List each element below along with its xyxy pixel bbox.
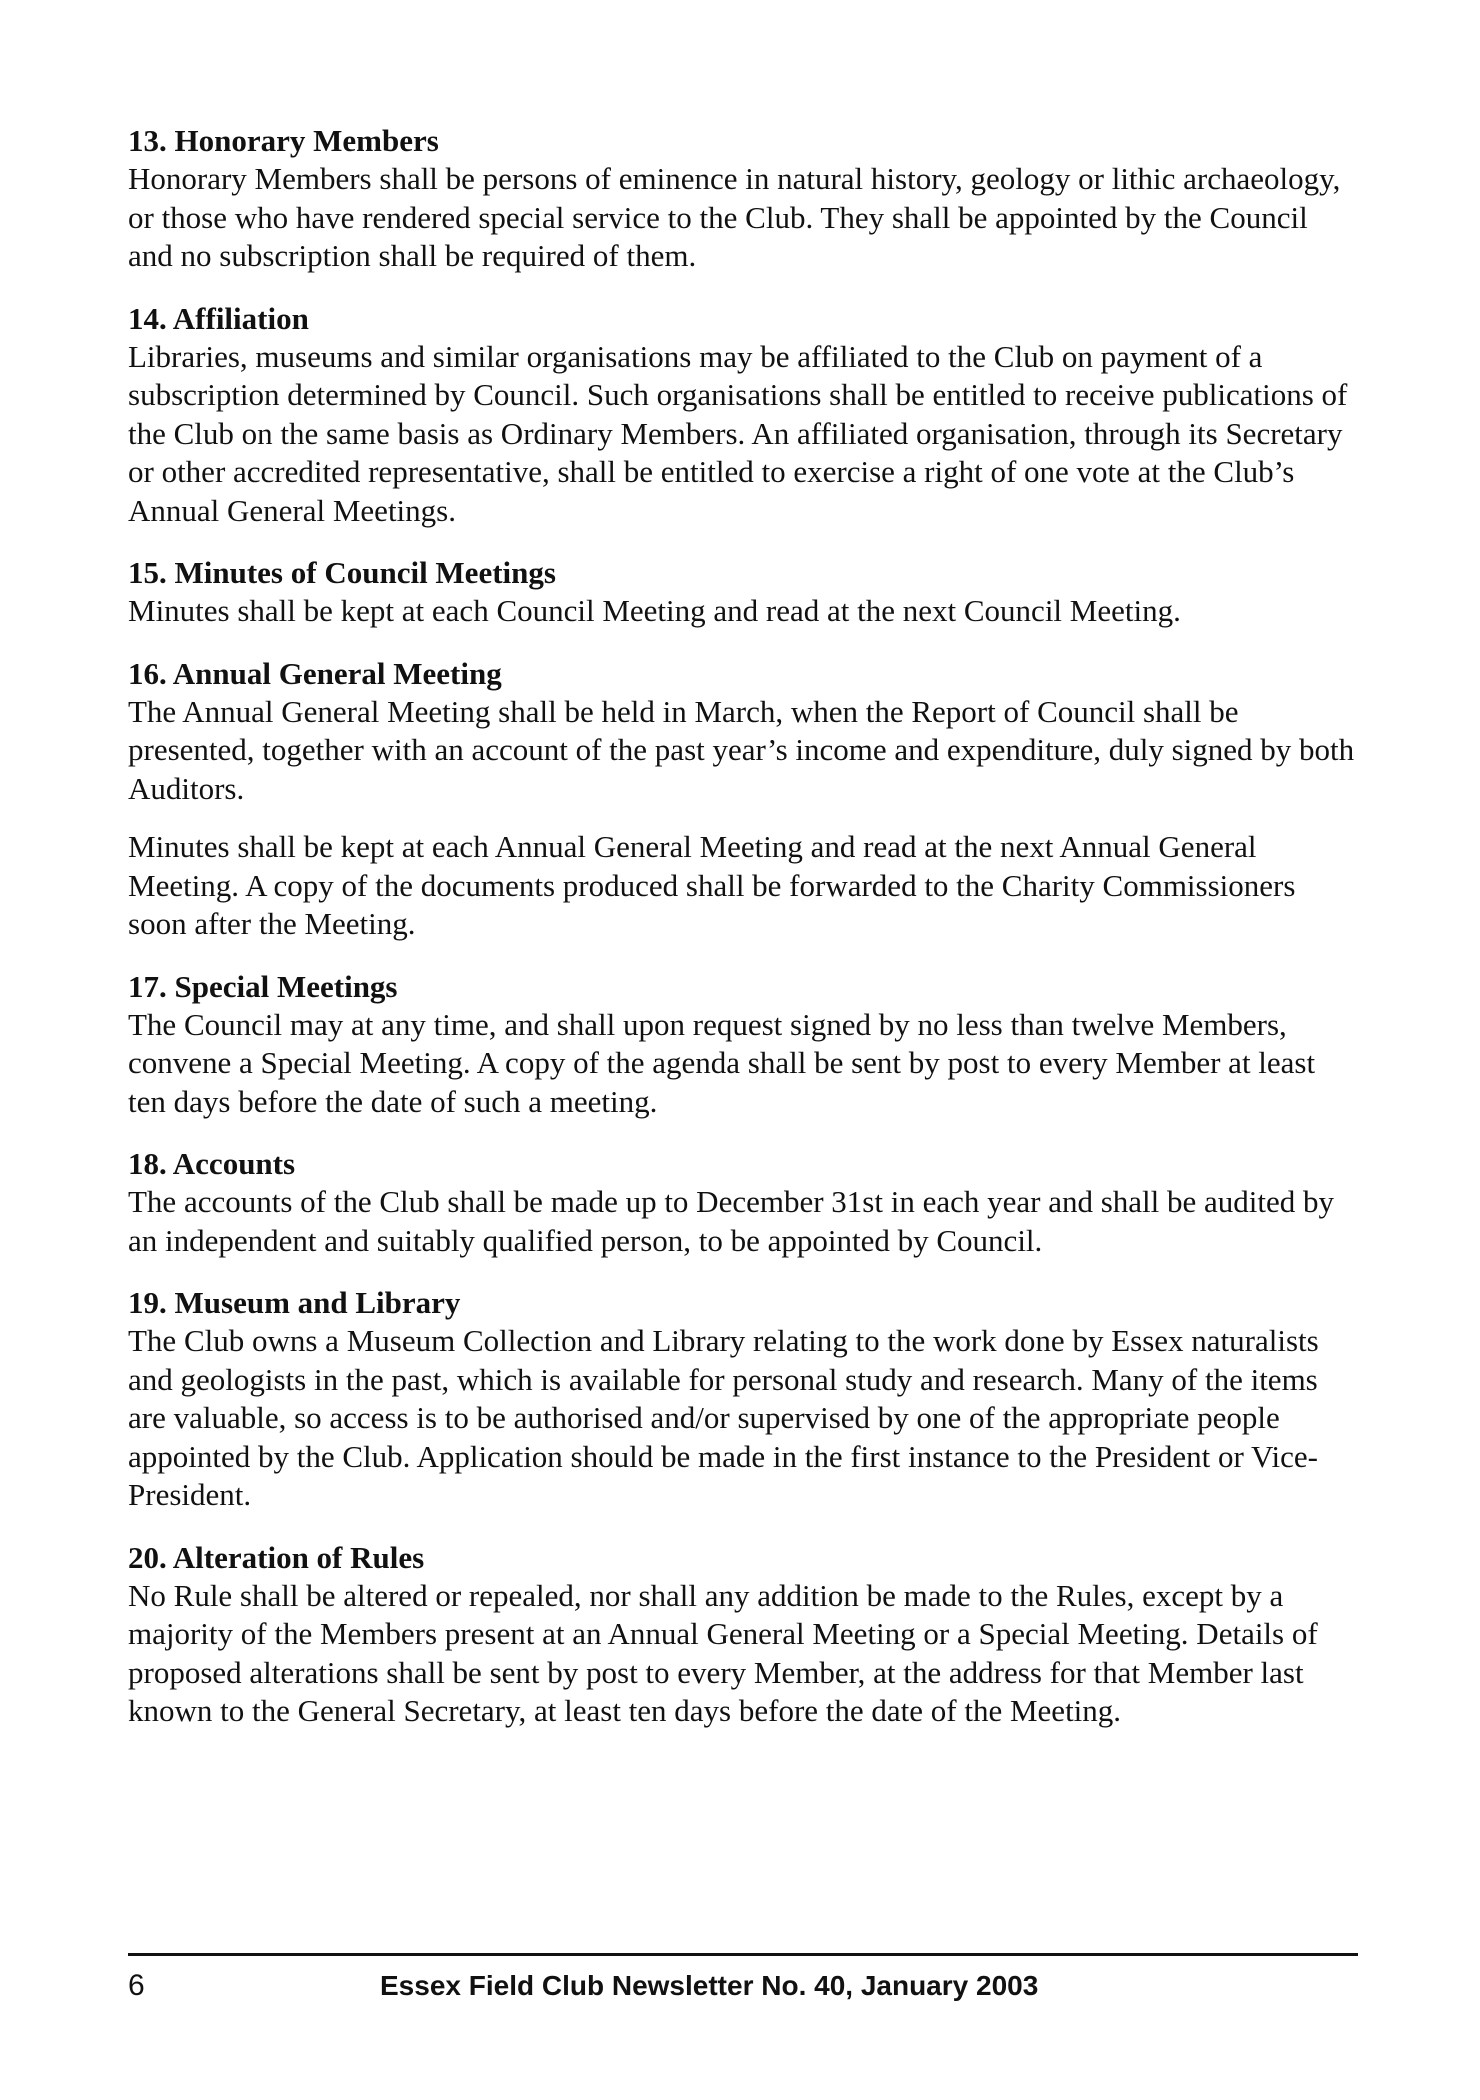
section-paragraph: Honorary Members shall be persons of eminence in natural history, geology or lithic archaeology, or those who have rendered special service to the Club. They shall be appointed by the Council and no subscription shall be required of them. xyxy=(128,161,1341,273)
section-special-meetings xyxy=(128,968,1358,1122)
section-accounts xyxy=(128,1145,1358,1260)
section-paragraph: Libraries, museums and similar organisations may be affiliated to the Club on payment of a subscription determined by Council. Such organisations shall be entitled to receive publications of the Club on the same basis as Ordinary Members. An affiliated organisation, through its Secretary or other accredited representative, shall be entitled to exercise a right of one vote at the Club’s Annual General Meetings. xyxy=(128,338,1348,528)
section-honorary-members xyxy=(128,122,1358,276)
section-heading: 18. Accounts xyxy=(128,1146,296,1181)
section-heading: 20. Alteration of Rules xyxy=(128,1539,425,1575)
section-museum-library xyxy=(128,1284,1358,1515)
section-paragraph: The Club owns a Museum Collection and Library relating to the work done by Essex naturalists and geologists in the past, which is available for personal study and research. Many of the items are valuable, so access is to be authorised and/or supervised by one of the appropriate people appointed by the Club. Application should be made in the first instance to the President or Vice-President. xyxy=(128,1323,1319,1512)
section-heading: 13. Honorary Members xyxy=(128,123,439,158)
section-minutes-council xyxy=(128,554,1358,631)
section-heading: 15. Minutes of Council Meetings xyxy=(128,555,556,590)
section-heading: 14. Affiliation xyxy=(128,300,309,336)
publication-title: Essex Field Club Newsletter No. 40, January 2003 xyxy=(380,1970,1039,2001)
section-paragraph: No Rule shall be altered or repealed, nor shall any addition be made to the Rules, except by a majority of the Members present at an Annual General Meeting or a Special Meeting. Details of proposed alterations shall be sent by post to every Member, at the address for that Member last known to the General Secretary, at least ten days before the date of the Meeting. xyxy=(128,1577,1318,1728)
section-paragraph: The accounts of the Club shall be made up to December 31st in each year and shall be audited by an independent and suitably qualified person, to be appointed by Council. xyxy=(128,1184,1335,1258)
section-affiliation xyxy=(128,300,1358,531)
page-footer xyxy=(128,1953,1358,2002)
section-paragraph: The Annual General Meeting shall be held in March, when the Report of Council shall be presented, together with an account of the past year’s income and expenditure, duly signed by both Auditors. xyxy=(128,693,1355,806)
section-heading: 19. Museum and Library xyxy=(128,1285,461,1320)
section-paragraph: Minutes shall be kept at each Annual General Meeting and read at the next Annual General Meeting. A copy of the documents produced shall be forwarded to the Charity Commissioners soon after the Meeting. xyxy=(128,829,1296,941)
section-heading: 17. Special Meetings xyxy=(128,968,398,1004)
section-alteration-rules xyxy=(128,1539,1358,1731)
section-paragraph: The Council may at any time, and shall upon request signed by no less than twelve Members, convene a Special Meeting. A copy of the agenda shall be sent by post to every Member at least ten days before the date of such a meeting. xyxy=(128,1006,1316,1119)
page-number: 6 xyxy=(128,1969,145,2002)
section-paragraph: Minutes shall be kept at each Council Meeting and read at the next Council Meeting. xyxy=(128,593,1181,628)
document-body xyxy=(128,122,1358,1755)
section-heading: 16. Annual General Meeting xyxy=(128,655,502,691)
section-annual-general-meeting xyxy=(128,655,1358,944)
